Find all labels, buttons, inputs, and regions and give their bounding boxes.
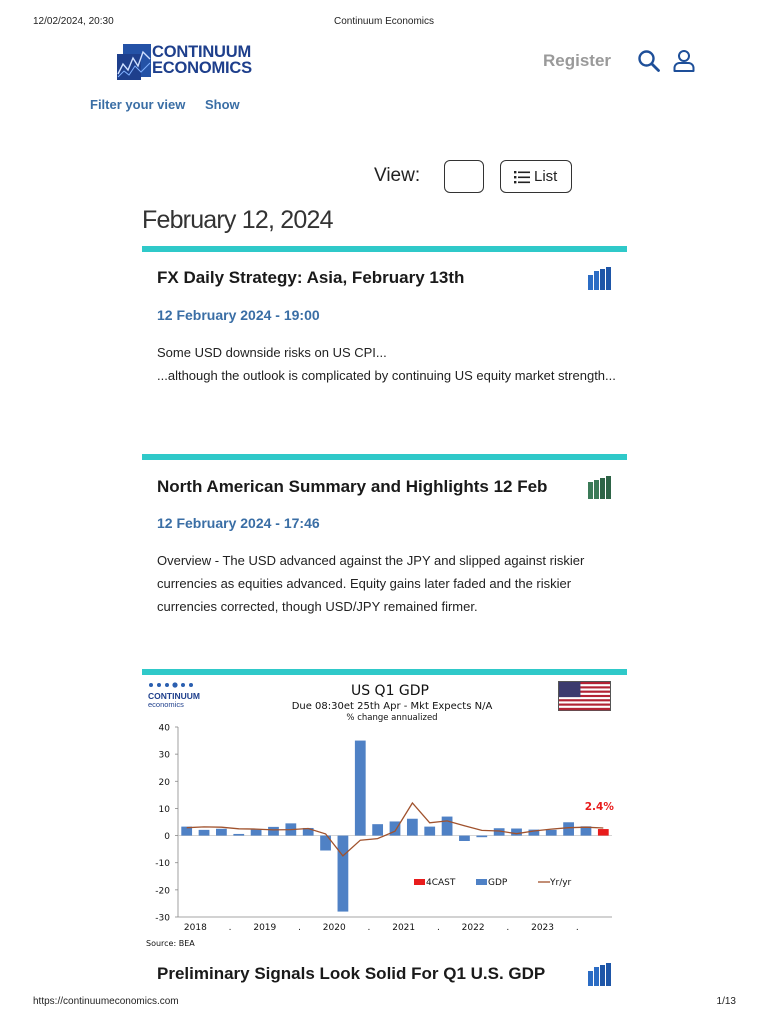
brand-dot [149, 683, 153, 687]
gdp-chart[interactable] [142, 677, 620, 949]
flag-stripe [559, 704, 610, 706]
legend-label: Yr/yr [550, 878, 572, 888]
filter-your-view-link[interactable]: Filter your view [90, 97, 186, 112]
article-title[interactable]: FX Daily Strategy: Asia, February 13th [157, 268, 465, 287]
bar-gdp [563, 822, 574, 835]
list-view-label: List [534, 168, 558, 185]
x-tick-label: 2023 [531, 923, 555, 933]
article-title[interactable]: Preliminary Signals Look Solid For Q1 U.S. GDP [157, 964, 546, 983]
x-tick-label: 2019 [253, 923, 277, 933]
bar-gdp [233, 834, 244, 836]
x-tick-label: 2021 [392, 923, 416, 933]
brand-dot [181, 683, 185, 687]
show-link[interactable]: Show [205, 97, 240, 112]
chart-brand-line1: CONTINUUM [148, 691, 200, 701]
y-tick-label: 20 [158, 777, 170, 788]
article-divider [142, 246, 627, 252]
y-tick-label: 40 [158, 723, 170, 734]
bar-chart-blue-icon [587, 266, 611, 290]
article-date: 12 February 2024 - 17:46 [157, 515, 320, 531]
flag-stripe [559, 697, 610, 699]
y-tick-label: -30 [155, 913, 170, 924]
list-view-button[interactable] [500, 160, 572, 193]
view-label: View: [374, 165, 421, 186]
bar-gdp [355, 741, 366, 836]
x-tick-label: 2018 [183, 923, 207, 933]
logo-text-line1: CONTINUUM [152, 43, 252, 61]
bar-chart-green-icon [587, 475, 611, 499]
bar-gdp [251, 830, 262, 836]
print-url: https://continuumeconomics.com [33, 996, 179, 1007]
chart-title: US Q1 GDP [350, 683, 430, 699]
x-tick-label: . [298, 923, 301, 933]
brand-dot [165, 683, 169, 687]
article-summary [157, 341, 617, 387]
bar-gdp [424, 827, 435, 836]
article-summary-line: Overview - The USD advanced against the JPY and slipped against riskier currencies as equities advanced. Equity gains later faded and the riskier currencies corrected, though USD/JPY remained firmer. [157, 553, 585, 614]
bar-gdp [476, 836, 487, 838]
legend-label: 4CAST [426, 878, 456, 888]
register-link[interactable]: Register [543, 51, 612, 70]
chart-source: Source: BEA [146, 939, 195, 948]
print-title: Continuum Economics [333, 16, 435, 27]
bar-gdp [459, 836, 470, 841]
bar-gdp [268, 827, 279, 836]
y-tick-label: 10 [158, 804, 170, 815]
logo-text-line2: ECONOMICS [152, 58, 252, 77]
brand-dot [157, 683, 161, 687]
grid-view-button[interactable] [444, 160, 484, 193]
list-icon [514, 170, 530, 184]
brand-dot [172, 682, 177, 687]
date-heading: February 12, 2024 [142, 206, 333, 234]
chart-subtitle: Due 08:30et 25th Apr - Mkt Expects N/A [291, 701, 493, 712]
bar-gdp [199, 830, 210, 836]
article-summary [157, 549, 617, 618]
x-tick-label: . [367, 923, 371, 933]
y-tick-label: -10 [155, 859, 170, 870]
legend-swatch-4cast [414, 879, 425, 885]
bar-gdp [442, 817, 453, 836]
article-summary-line: ...although the outlook is complicated by continuing US equity market strength... [157, 368, 616, 383]
bar-gdp [407, 819, 418, 836]
print-page-number: 1/13 [716, 996, 736, 1007]
bar-gdp [216, 829, 227, 836]
x-tick-label: . [436, 923, 440, 933]
article-summary-line: Some USD downside risks on US CPI... [157, 345, 387, 360]
x-tick-label: . [228, 923, 232, 933]
logo-mark-icon [117, 44, 151, 80]
user-icon[interactable] [672, 49, 696, 73]
search-icon[interactable] [637, 49, 661, 73]
legend-swatch-gdp [476, 879, 487, 885]
flag-stripe [559, 706, 610, 708]
bar-4cast [598, 829, 609, 836]
article-date: 12 February 2024 - 19:00 [157, 307, 320, 323]
flag-stripe [559, 701, 610, 703]
legend-label: GDP [488, 878, 508, 888]
y-tick-label: -20 [155, 886, 170, 897]
x-tick-label: 2022 [461, 923, 485, 933]
flag-stripe [559, 699, 610, 701]
flag-stripe [559, 708, 610, 710]
bar-gdp [372, 824, 383, 835]
chart-unit-note: % change annualized [346, 713, 438, 723]
x-tick-label: . [575, 923, 579, 933]
brand-dot [189, 683, 193, 687]
bar-chart-blue-icon [587, 962, 611, 986]
y-tick-label: 30 [158, 750, 170, 761]
bar-gdp [511, 829, 522, 836]
article-divider [142, 454, 627, 460]
x-tick-label: 2020 [322, 923, 346, 933]
x-tick-label: . [506, 923, 510, 933]
forecast-label: 2.4% [584, 801, 614, 814]
y-tick-label: 0 [164, 832, 170, 843]
print-datetime: 12/02/2024, 20:30 [33, 16, 114, 27]
bar-gdp [546, 830, 557, 836]
flag-canton [559, 682, 580, 697]
article-divider [142, 669, 627, 675]
article-title[interactable]: North American Summary and Highlights 12 Feb [157, 477, 548, 496]
bar-gdp [338, 836, 349, 912]
brand-logo[interactable] [117, 44, 267, 80]
chart-brand-line2: economics [148, 700, 184, 709]
